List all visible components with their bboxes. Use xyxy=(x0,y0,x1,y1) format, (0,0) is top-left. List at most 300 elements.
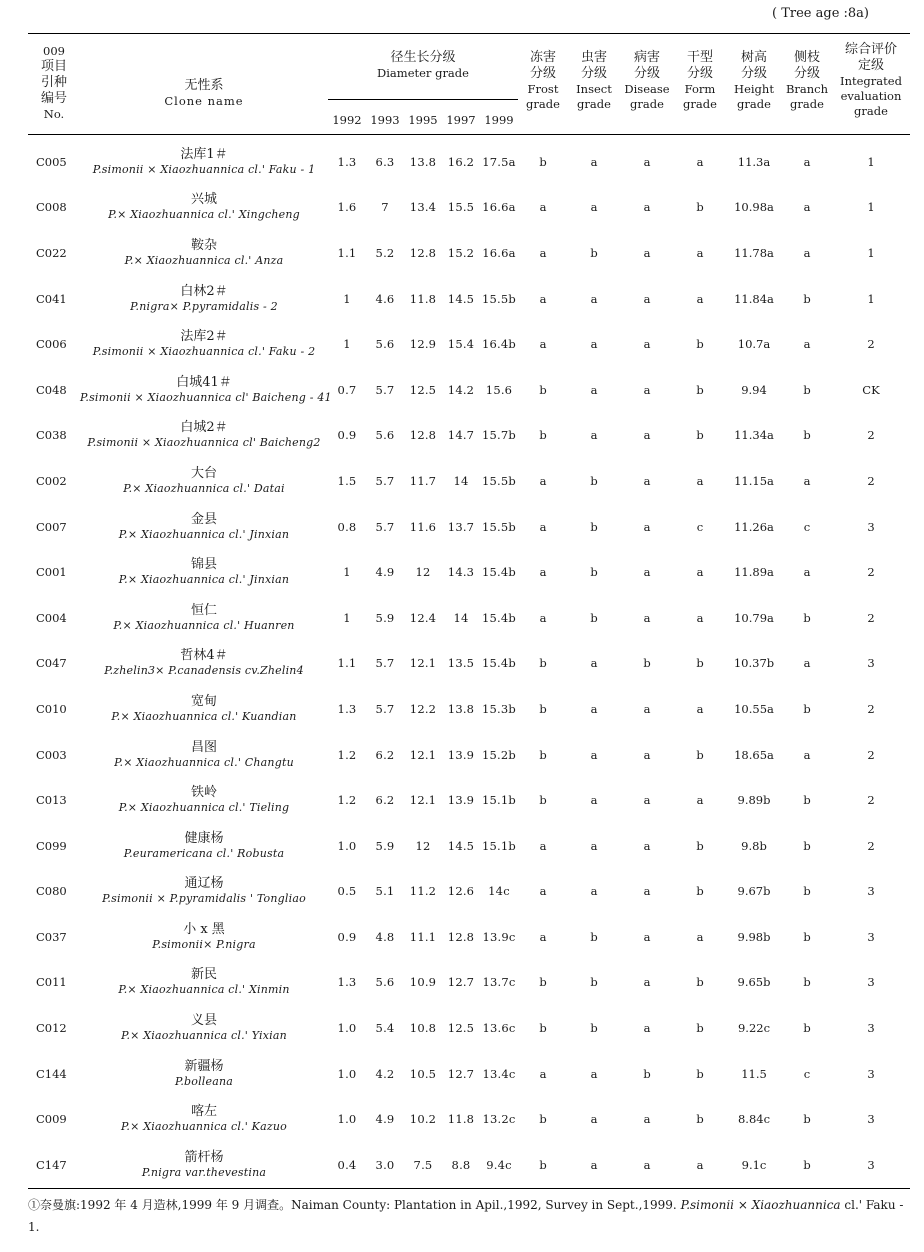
diameter-1995: 10.9 xyxy=(409,975,437,990)
header-rule xyxy=(28,134,910,135)
header-integrated: 综合评价 定级 Integrated evaluation grade xyxy=(840,42,902,118)
disease-grade: a xyxy=(643,701,651,716)
diameter-1999: 13.6c xyxy=(482,1021,516,1036)
disease-grade: a xyxy=(643,838,651,853)
diameter-1999: 15.6 xyxy=(485,382,513,397)
branch-grade: b xyxy=(803,610,811,625)
clone-no: C144 xyxy=(36,1066,67,1081)
header-year-1992: 1992 xyxy=(332,113,362,127)
height-grade: 10.79a xyxy=(734,610,774,625)
height-grade: 9.1c xyxy=(741,1157,767,1172)
integrated-grade: 2 xyxy=(867,747,875,762)
diameter-1992: 1 xyxy=(343,337,351,352)
table-body xyxy=(28,139,910,1188)
form-grade: b xyxy=(696,838,704,853)
clone-name xyxy=(80,185,328,231)
frost-grade: a xyxy=(539,291,547,306)
clone-name xyxy=(80,595,328,641)
frost-grade: b xyxy=(539,382,547,397)
clone-name-cn: 锦县 xyxy=(190,557,217,573)
diameter-1997: 13.7 xyxy=(447,519,475,534)
table-row xyxy=(28,1096,910,1142)
diameter-1995: 12 xyxy=(415,565,431,580)
header-year-1993: 1993 xyxy=(370,113,400,127)
form-grade: a xyxy=(696,473,704,488)
diameter-1992: 1.5 xyxy=(337,473,357,488)
diameter-1993: 4.2 xyxy=(375,1066,395,1081)
frost-grade: b xyxy=(539,701,547,716)
clone-name-cn: 新民 xyxy=(190,967,217,983)
disease-grade: a xyxy=(643,200,651,215)
diameter-1999: 13.9c xyxy=(482,929,516,944)
disease-grade: a xyxy=(643,1112,651,1127)
diameter-1995: 10.5 xyxy=(409,1066,437,1081)
frost-grade: a xyxy=(539,473,547,488)
frost-grade: a xyxy=(539,1066,547,1081)
clone-name-latin: P.simonii × Xiaozhuannica cl.' Faku - 2 xyxy=(92,345,316,359)
frost-grade: b xyxy=(539,1112,547,1127)
diameter-1997: 14.7 xyxy=(447,428,475,443)
insect-grade: b xyxy=(590,565,598,580)
insect-grade: b xyxy=(590,975,598,990)
disease-grade: a xyxy=(643,154,651,169)
diameter-1992: 1.2 xyxy=(337,747,357,762)
diameter-1999: 9.4c xyxy=(486,1157,512,1172)
header-year-1995: 1995 xyxy=(408,113,438,127)
disease-grade: a xyxy=(643,245,651,260)
diameter-1993: 5.4 xyxy=(375,1021,395,1036)
clone-name-latin: P.× Xiaozhuannica cl.' Xinmin xyxy=(118,983,290,997)
branch-grade: b xyxy=(803,884,811,899)
clone-name xyxy=(80,777,328,823)
clone-name-cn: 兴城 xyxy=(190,192,217,208)
clone-name-latin: P.nigra× P.pyramidalis - 2 xyxy=(130,299,278,313)
insect-grade: a xyxy=(590,291,598,306)
clone-name-latin: P.× Xiaozhuannica cl.' Kuandian xyxy=(111,709,297,723)
clone-name-cn: 大台 xyxy=(190,465,217,481)
diameter-1999: 14c xyxy=(488,884,510,899)
clone-no: C009 xyxy=(36,1112,67,1127)
clone-no: C048 xyxy=(36,382,67,397)
diameter-1995: 7.5 xyxy=(413,1157,433,1172)
height-grade: 11.15a xyxy=(734,473,774,488)
clone-name-cn: 昌图 xyxy=(190,739,217,755)
branch-grade: a xyxy=(803,656,811,671)
insect-grade: b xyxy=(590,519,598,534)
table-row xyxy=(28,641,910,687)
clone-no: C041 xyxy=(36,291,67,306)
diameter-1992: 1.0 xyxy=(337,1066,357,1081)
clone-no: C010 xyxy=(36,701,67,716)
clone-name-latin: P.nigra var.thevestina xyxy=(141,1165,267,1179)
diameter-1993: 6.2 xyxy=(375,747,395,762)
disease-grade: a xyxy=(643,382,651,397)
table-row xyxy=(28,321,910,367)
table-row xyxy=(28,686,910,732)
diameter-1997: 14.2 xyxy=(447,382,475,397)
form-grade: a xyxy=(696,291,704,306)
clone-name xyxy=(80,686,328,732)
insect-grade: a xyxy=(590,1157,598,1172)
height-grade: 11.5 xyxy=(741,1066,767,1081)
header-frost: 冻害 分级 Frost grade xyxy=(526,50,560,111)
diameter-1995: 12 xyxy=(415,838,431,853)
diameter-1992: 1.3 xyxy=(337,154,357,169)
disease-grade: a xyxy=(643,565,651,580)
clone-name-cn: 恒仁 xyxy=(190,602,217,618)
branch-grade: a xyxy=(803,337,811,352)
disease-grade: a xyxy=(643,428,651,443)
integrated-grade: 1 xyxy=(867,245,875,260)
frost-grade: a xyxy=(539,610,547,625)
diameter-1993: 5.7 xyxy=(375,519,395,534)
form-grade: b xyxy=(696,1066,704,1081)
insect-grade: a xyxy=(590,884,598,899)
header-height: 树高 分级 Height grade xyxy=(734,50,774,111)
clone-name-cn: 法库1＃ xyxy=(180,146,228,162)
height-grade: 9.98b xyxy=(737,929,771,944)
integrated-grade: 3 xyxy=(867,884,875,899)
height-grade: 11.34a xyxy=(734,428,774,443)
diameter-1993: 5.6 xyxy=(375,975,395,990)
clone-no: C011 xyxy=(36,975,67,990)
integrated-grade: 2 xyxy=(867,428,875,443)
diameter-1995: 12.5 xyxy=(409,382,437,397)
height-grade: 9.67b xyxy=(737,884,771,899)
insect-grade: a xyxy=(590,200,598,215)
diameter-1993: 4.6 xyxy=(375,291,395,306)
clone-no: C012 xyxy=(36,1021,67,1036)
clone-no: C004 xyxy=(36,610,67,625)
diameter-1999: 15.1b xyxy=(482,793,516,808)
table-row xyxy=(28,185,910,231)
disease-grade: a xyxy=(643,793,651,808)
diameter-1999: 13.2c xyxy=(482,1112,516,1127)
clone-name-latin: P.× Xiaozhuannica cl.' Kazuo xyxy=(121,1120,287,1134)
diameter-1992: 1.0 xyxy=(337,838,357,853)
diameter-subrule xyxy=(328,99,518,100)
diameter-1993: 5.2 xyxy=(375,245,395,260)
clone-name-cn: 白城41＃ xyxy=(176,374,232,390)
form-grade: b xyxy=(696,656,704,671)
form-grade: c xyxy=(696,519,704,534)
frost-grade: b xyxy=(539,656,547,671)
clone-no: C037 xyxy=(36,929,67,944)
diameter-1995: 12.8 xyxy=(409,245,437,260)
frost-grade: a xyxy=(539,565,547,580)
diameter-1992: 1 xyxy=(343,610,351,625)
diameter-1999: 15.4b xyxy=(482,610,516,625)
clone-name xyxy=(80,823,328,869)
clone-name-cn: 小 x 黑 xyxy=(183,921,225,937)
diameter-1993: 5.7 xyxy=(375,701,395,716)
clone-name xyxy=(80,1142,328,1188)
clone-name-latin: P.simonii × Xiaozhuannica cl' Baicheng - 41 xyxy=(80,390,332,404)
table-row xyxy=(28,914,910,960)
clone-name-cn: 通辽杨 xyxy=(184,876,224,892)
diameter-1992: 1.6 xyxy=(337,200,357,215)
diameter-1993: 5.6 xyxy=(375,428,395,443)
diameter-1992: 1.0 xyxy=(337,1021,357,1036)
disease-grade: a xyxy=(643,337,651,352)
branch-grade: b xyxy=(803,838,811,853)
branch-grade: a xyxy=(803,245,811,260)
integrated-grade: 3 xyxy=(867,656,875,671)
insect-grade: a xyxy=(590,1066,598,1081)
diameter-1997: 14.3 xyxy=(447,565,475,580)
form-grade: a xyxy=(696,929,704,944)
clone-name xyxy=(80,504,328,550)
header-year-1997: 1997 xyxy=(446,113,476,127)
diameter-1997: 14 xyxy=(453,610,469,625)
branch-grade: a xyxy=(803,747,811,762)
diameter-1997: 13.8 xyxy=(447,701,475,716)
diameter-1999: 15.4b xyxy=(482,565,516,580)
height-grade: 11.26a xyxy=(734,519,774,534)
frost-grade: b xyxy=(539,154,547,169)
frost-grade: a xyxy=(539,929,547,944)
branch-grade: a xyxy=(803,154,811,169)
diameter-1997: 13.5 xyxy=(447,656,475,671)
clone-name-latin: P.× Xiaozhuannica cl.' Jinxian xyxy=(118,573,290,587)
clone-no: C008 xyxy=(36,200,67,215)
form-grade: a xyxy=(696,610,704,625)
diameter-1995: 12.1 xyxy=(409,747,437,762)
integrated-grade: 1 xyxy=(867,291,875,306)
disease-grade: b xyxy=(643,1066,651,1081)
table-row xyxy=(28,777,910,823)
clone-name xyxy=(80,413,328,459)
height-grade: 11.78a xyxy=(734,245,774,260)
insect-grade: a xyxy=(590,428,598,443)
diameter-1995: 13.8 xyxy=(409,154,437,169)
diameter-1993: 6.3 xyxy=(375,154,395,169)
frost-grade: b xyxy=(539,747,547,762)
footnote-tail: cl.' Faku - 1. xyxy=(28,1198,904,1234)
table-row xyxy=(28,276,910,322)
tree-age-note: ( Tree age :8a) xyxy=(772,6,869,21)
diameter-1992: 1.2 xyxy=(337,793,357,808)
height-grade: 10.55a xyxy=(734,701,774,716)
disease-grade: a xyxy=(643,291,651,306)
diameter-1992: 1.1 xyxy=(337,245,357,260)
form-grade: a xyxy=(696,245,704,260)
diameter-1999: 15.4b xyxy=(482,656,516,671)
diameter-1997: 14 xyxy=(453,473,469,488)
height-grade: 10.7a xyxy=(737,337,771,352)
diameter-1995: 12.2 xyxy=(409,701,437,716)
diameter-1992: 1.3 xyxy=(337,975,357,990)
branch-grade: b xyxy=(803,929,811,944)
diameter-1992: 1.0 xyxy=(337,1112,357,1127)
table-row xyxy=(28,1005,910,1051)
branch-grade: b xyxy=(803,701,811,716)
clone-no: C001 xyxy=(36,565,67,580)
diameter-1993: 5.6 xyxy=(375,337,395,352)
diameter-1997: 12.7 xyxy=(447,1066,475,1081)
frost-grade: a xyxy=(539,519,547,534)
diameter-1992: 0.9 xyxy=(337,929,357,944)
integrated-grade: 1 xyxy=(867,200,875,215)
frost-grade: b xyxy=(539,1157,547,1172)
header-branch: 侧枝 分级 Branch grade xyxy=(785,50,829,111)
diameter-1993: 5.7 xyxy=(375,656,395,671)
bottom-rule xyxy=(28,1188,910,1189)
diameter-1992: 1.1 xyxy=(337,656,357,671)
table-row xyxy=(28,1051,910,1097)
diameter-1995: 12.1 xyxy=(409,793,437,808)
top-rule xyxy=(28,33,910,34)
clone-name xyxy=(80,230,328,276)
height-grade: 11.3a xyxy=(737,154,771,169)
height-grade: 10.37b xyxy=(733,656,775,671)
branch-grade: b xyxy=(803,428,811,443)
integrated-grade: 2 xyxy=(867,565,875,580)
disease-grade: a xyxy=(643,519,651,534)
form-grade: b xyxy=(696,200,704,215)
diameter-1997: 11.8 xyxy=(447,1112,475,1127)
diameter-1997: 13.9 xyxy=(447,793,475,808)
clone-name-cn: 箭杆杨 xyxy=(184,1149,224,1165)
height-grade: 18.65a xyxy=(734,747,774,762)
diameter-1993: 5.7 xyxy=(375,473,395,488)
clone-no: C080 xyxy=(36,884,67,899)
diameter-1997: 15.4 xyxy=(447,337,475,352)
table-row xyxy=(28,413,910,459)
diameter-1995: 11.6 xyxy=(409,519,437,534)
clone-no: C006 xyxy=(36,337,67,352)
diameter-1992: 1 xyxy=(343,565,351,580)
clone-name-latin: P.× Xiaozhuannica cl.' Huanren xyxy=(113,618,295,632)
clone-name-cn: 健康杨 xyxy=(184,830,224,846)
integrated-grade: 3 xyxy=(867,1112,875,1127)
clone-name-cn: 法库2＃ xyxy=(180,329,228,345)
diameter-1999: 16.4b xyxy=(482,337,516,352)
integrated-grade: 3 xyxy=(867,1021,875,1036)
table-row xyxy=(28,549,910,595)
disease-grade: b xyxy=(643,656,651,671)
diameter-1993: 5.9 xyxy=(375,610,395,625)
branch-grade: b xyxy=(803,975,811,990)
diameter-1992: 1 xyxy=(343,291,351,306)
integrated-grade: 2 xyxy=(867,701,875,716)
form-grade: b xyxy=(696,975,704,990)
diameter-1995: 13.4 xyxy=(409,200,437,215)
diameter-1993: 5.7 xyxy=(375,382,395,397)
diameter-1995: 11.1 xyxy=(409,929,437,944)
table-row xyxy=(28,230,910,276)
clone-no: C005 xyxy=(36,154,67,169)
clone-name-latin: P.bolleana xyxy=(174,1074,234,1088)
insect-grade: a xyxy=(590,382,598,397)
header-form: 干型 分级 Form grade xyxy=(683,50,717,111)
table-row xyxy=(28,504,910,550)
height-grade: 9.8b xyxy=(741,838,767,853)
frost-grade: b xyxy=(539,975,547,990)
clone-name-latin: P.× Xiaozhuannica cl.' Xingcheng xyxy=(108,208,300,222)
clone-no: C002 xyxy=(36,473,67,488)
diameter-1995: 10.2 xyxy=(409,1112,437,1127)
diameter-1999: 16.6a xyxy=(482,245,516,260)
footnote-text: ①奈曼旗:1992 年 4 月造林,1999 年 9 月调查。Naiman County: Plantation in Apil.,1992, Survey in Sept.,1999. xyxy=(28,1198,677,1212)
diameter-1995: 12.1 xyxy=(409,656,437,671)
diameter-1999: 17.5a xyxy=(482,154,516,169)
clone-name xyxy=(80,869,328,915)
frost-grade: a xyxy=(539,200,547,215)
integrated-grade: 3 xyxy=(867,1066,875,1081)
diameter-1993: 3.0 xyxy=(375,1157,395,1172)
integrated-grade: 2 xyxy=(867,838,875,853)
diameter-1995: 12.4 xyxy=(409,610,437,625)
clone-name xyxy=(80,1005,328,1051)
integrated-grade: 3 xyxy=(867,519,875,534)
height-grade: 9.22c xyxy=(737,1021,771,1036)
diameter-1999: 15.3b xyxy=(482,701,516,716)
integrated-grade: 3 xyxy=(867,975,875,990)
frost-grade: b xyxy=(539,428,547,443)
diameter-1992: 0.5 xyxy=(337,884,357,899)
table-row xyxy=(28,139,910,185)
clone-name-cn: 新疆杨 xyxy=(184,1058,224,1074)
integrated-grade: 2 xyxy=(867,473,875,488)
clone-name-latin: P.× Xiaozhuannica cl.' Changtu xyxy=(114,755,294,769)
clone-no: C013 xyxy=(36,793,67,808)
height-grade: 9.65b xyxy=(737,975,771,990)
insect-grade: b xyxy=(590,473,598,488)
clone-name-latin: P.simonii × P.pyramidalis ' Tongliao xyxy=(102,892,306,906)
header-clone: 无性系 Clone name xyxy=(164,78,244,108)
clone-no: C022 xyxy=(36,245,67,260)
branch-grade: a xyxy=(803,200,811,215)
form-grade: b xyxy=(696,1112,704,1127)
form-grade: a xyxy=(696,793,704,808)
clone-no: C147 xyxy=(36,1157,67,1172)
diameter-1992: 1.3 xyxy=(337,701,357,716)
diameter-1997: 12.6 xyxy=(447,884,475,899)
header-no: 009 项目 引种 编号 No. xyxy=(40,44,67,121)
insect-grade: a xyxy=(590,337,598,352)
diameter-1995: 12.8 xyxy=(409,428,437,443)
data-table xyxy=(28,139,910,1188)
clone-name xyxy=(80,321,328,367)
insect-grade: b xyxy=(590,1021,598,1036)
header-year-1999: 1999 xyxy=(484,113,514,127)
clone-name-latin: P.× Xiaozhuannica cl.' Yixian xyxy=(121,1029,287,1043)
height-grade: 11.84a xyxy=(734,291,774,306)
clone-name-latin: P.× Xiaozhuannica cl.' Tieling xyxy=(118,801,290,815)
disease-grade: a xyxy=(643,1021,651,1036)
diameter-1993: 5.9 xyxy=(375,838,395,853)
disease-grade: a xyxy=(643,610,651,625)
footnote xyxy=(28,1194,910,1238)
clone-name-latin: P.simonii × Xiaozhuannica cl' Baicheng2 xyxy=(87,436,321,450)
form-grade: b xyxy=(696,884,704,899)
clone-name xyxy=(80,641,328,687)
diameter-1999: 16.6a xyxy=(482,200,516,215)
table-row xyxy=(28,823,910,869)
insect-grade: b xyxy=(590,610,598,625)
insect-grade: b xyxy=(590,245,598,260)
branch-grade: a xyxy=(803,473,811,488)
clone-no: C047 xyxy=(36,656,67,671)
diameter-1993: 6.2 xyxy=(375,793,395,808)
diameter-1995: 11.8 xyxy=(409,291,437,306)
clone-name-latin: P.simonii × Xiaozhuannica cl.' Faku - 1 xyxy=(92,162,316,176)
clone-no: C099 xyxy=(36,838,67,853)
clone-name xyxy=(80,914,328,960)
diameter-1993: 7 xyxy=(381,200,389,215)
clone-name xyxy=(80,549,328,595)
